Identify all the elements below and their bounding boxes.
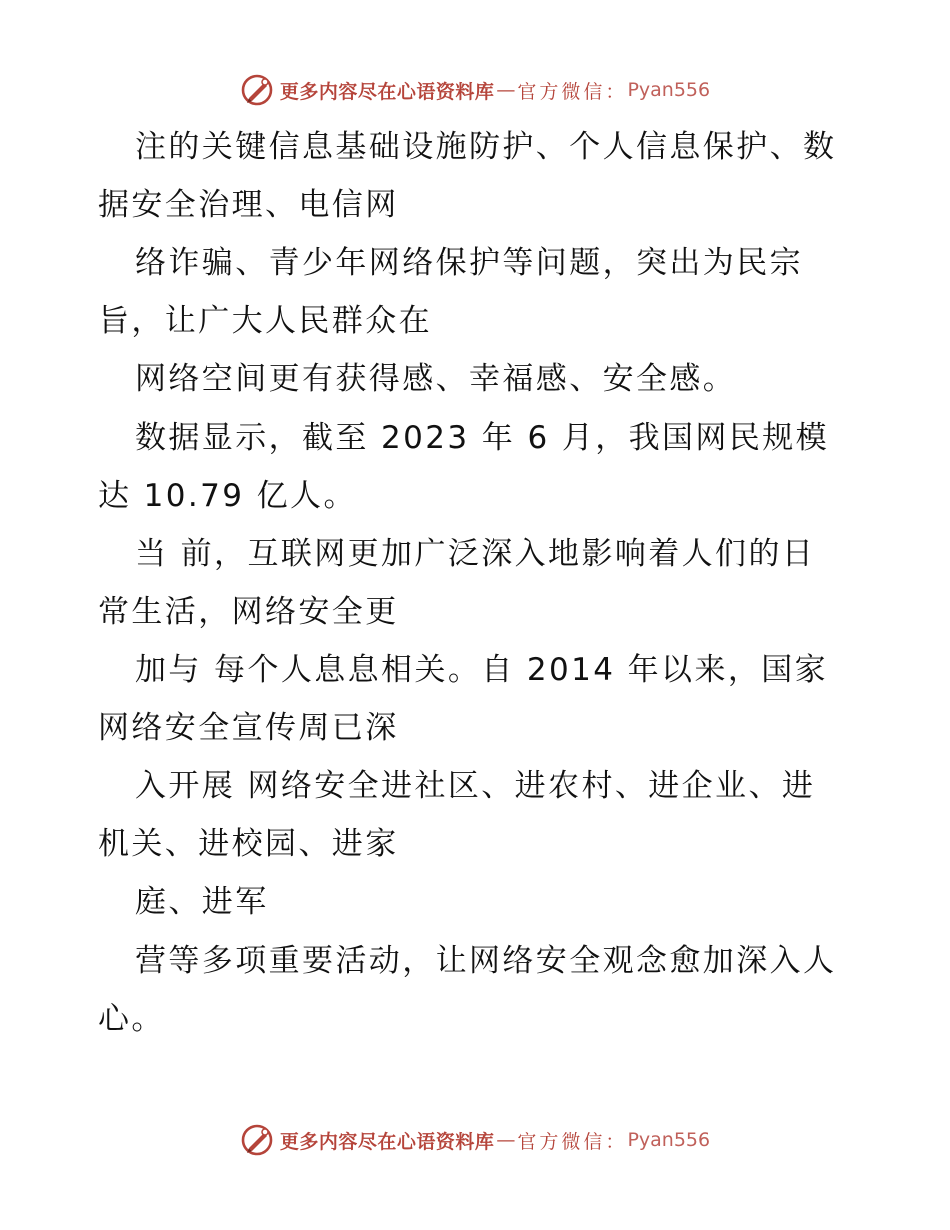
- text-line: 当 前，互联网更加广泛深入地影响着人们的日: [135, 536, 816, 572]
- banner-separator: —: [496, 79, 516, 101]
- text-line: 营等多项重要活动，让网络安全观念愈加深入人: [135, 943, 837, 979]
- banner-title: 更多内容尽在心语资料库: [279, 80, 495, 103]
- text-line: 网络安全宣传周已深: [98, 710, 399, 746]
- text-line: 注的关键信息基础设施防护、个人信息保护、数: [135, 129, 837, 165]
- footer-banner: [0, 1120, 950, 1160]
- banner-wechat-id: Pyan556: [627, 1129, 711, 1151]
- header-banner: [0, 70, 950, 110]
- text-line: 入开展 网络安全进社区、进农村、进企业、进: [135, 768, 816, 804]
- text-line: 网络空间更有获得感、幸福感、安全感。: [135, 361, 737, 397]
- banner-wechat-id: Pyan556: [627, 79, 711, 101]
- banner-label: 官方微信：: [517, 80, 628, 103]
- text-line: 据安全治理、电信网: [98, 187, 399, 223]
- pen-logo-icon: [240, 73, 274, 107]
- text-line: 加与 每个人息息相关。自 2014 年以来，国家: [135, 652, 829, 688]
- text-line: 机关、进校园、进家: [98, 826, 399, 862]
- banner-label: 官方微信：: [517, 1130, 628, 1153]
- text-line: 数据显示，截至 2023 年 6 月，我国网民规模: [135, 420, 830, 456]
- text-line: 庭、进军: [135, 884, 269, 920]
- text-line: 常生活，网络安全更: [98, 594, 399, 630]
- text-line: 络诈骗、青少年网络保护等问题，突出为民宗: [135, 245, 803, 281]
- banner-separator: —: [496, 1129, 516, 1151]
- text-line: 达 10.79 亿人。: [98, 478, 357, 514]
- text-line: 旨，让广大人民群众在: [98, 303, 432, 339]
- text-line: 心。: [98, 1001, 165, 1037]
- banner-title: 更多内容尽在心语资料库: [279, 1130, 495, 1153]
- pen-logo-icon: [240, 1123, 274, 1157]
